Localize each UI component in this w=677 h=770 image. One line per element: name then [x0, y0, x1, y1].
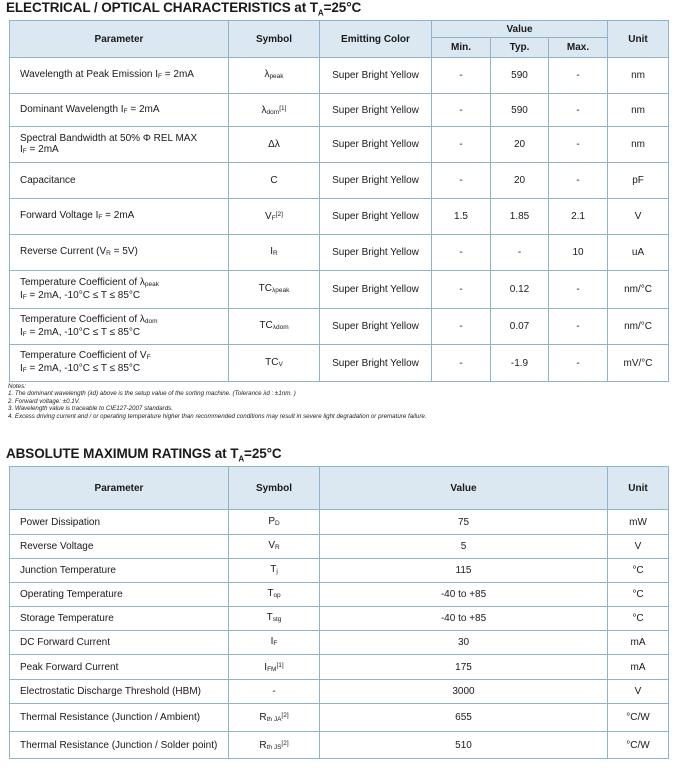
- unit-cell: nm/°C: [608, 309, 669, 345]
- unit-cell: V: [608, 535, 669, 559]
- symbol-cell: [229, 607, 320, 631]
- parameter-text: I: [20, 363, 23, 374]
- unit-cell: °C: [608, 607, 669, 631]
- typ-cell: 1.85: [491, 199, 549, 235]
- symbol: C: [270, 175, 278, 186]
- section2-title: ABSOLUTE MAXIMUM RATINGS at $T_A=25^\circ C$: [6, 446, 282, 464]
- header-typ: Typ.: [491, 38, 549, 58]
- max-cell: -: [549, 58, 608, 94]
- max-cell: -: [549, 127, 608, 163]
- emitting-color-cell: Super Bright Yellow: [320, 309, 432, 345]
- parameter-cell: [10, 127, 229, 163]
- parameter-cell: [10, 309, 229, 345]
- symbol-cell: [229, 510, 320, 535]
- parameter-line-2: [20, 144, 224, 157]
- typ-cell: 590: [491, 94, 549, 127]
- table-row: [10, 199, 669, 235]
- parameter-text: I: [20, 143, 23, 155]
- parameter-text-end: = 2mA: [26, 143, 59, 155]
- parameter-line: [20, 133, 224, 144]
- unit-cell: uA: [608, 235, 669, 271]
- symbol-cell: [229, 680, 320, 704]
- parameter-text: I: [20, 289, 23, 301]
- value-cell: -40 to +85: [320, 583, 608, 607]
- min-cell: -: [432, 163, 491, 199]
- min-cell: -: [432, 309, 491, 345]
- symbol-cell: [229, 631, 320, 655]
- value-cell: 510: [320, 732, 608, 759]
- parameter-subscript: F: [98, 214, 103, 221]
- parameter-cell: Reverse Voltage: [10, 535, 229, 559]
- symbol: V: [265, 211, 272, 222]
- header-symbol: Symbol: [229, 467, 320, 510]
- typ-cell: 20: [491, 163, 549, 199]
- header-unit: Unit: [608, 467, 669, 510]
- parameter-text: Spectral Bandwidth at 50% Φ REL MAX: [20, 132, 198, 144]
- parameter-subscript: F: [22, 147, 27, 155]
- parameter-text: Wavelength at Peak Emission I: [20, 69, 159, 80]
- parameter-line: [20, 277, 224, 290]
- unit-cell: nm: [608, 94, 669, 127]
- symbol-subscript: th JA: [266, 716, 282, 723]
- note-line: 1. The dominant wavelength (λd) above is the setup value of the sorting machine. (Tolerance λd : ±1nm. ): [8, 390, 296, 398]
- symbol-subscript: FM: [267, 665, 277, 673]
- symbol-cell: [229, 235, 320, 271]
- unit-cell: V: [608, 199, 669, 235]
- table-row: [10, 559, 669, 583]
- symbol-subscript: λpeak: [271, 287, 290, 294]
- notes: [8, 383, 427, 420]
- symbol-subscript: dom: [266, 108, 280, 116]
- symbol-subscript: stg: [272, 616, 282, 623]
- symbol: R: [259, 739, 267, 751]
- min-cell: -: [432, 127, 491, 163]
- symbol: T: [270, 564, 277, 575]
- symbol-note: [2]: [281, 739, 289, 747]
- parameter-subscript: dom: [144, 317, 158, 325]
- min-cell: -: [432, 271, 491, 309]
- emitting-color-cell: Super Bright Yellow: [320, 163, 432, 199]
- parameter-subscript: F: [22, 293, 27, 301]
- emitting-color-cell: Super Bright Yellow: [320, 127, 432, 163]
- typ-cell: 590: [491, 58, 549, 94]
- table-row: [10, 607, 669, 631]
- table-row: [10, 732, 669, 759]
- symbol-cell: [229, 58, 320, 94]
- symbol-cell: [229, 127, 320, 163]
- parameter-text: Reverse Current (V: [20, 246, 107, 257]
- parameter-subscript: F: [158, 73, 163, 80]
- table-row: [10, 163, 669, 199]
- symbol-cell: [229, 163, 320, 199]
- min-cell: 1.5: [432, 199, 491, 235]
- parameter-cell: [10, 94, 229, 127]
- table-row: [10, 127, 669, 163]
- parameter-text: Temperature Coefficient of λ: [20, 313, 145, 325]
- value-cell: 175: [320, 655, 608, 680]
- unit-cell: mW: [608, 510, 669, 535]
- symbol-subscript: op: [273, 592, 281, 599]
- absolute-max-ratings-table: [9, 466, 669, 759]
- max-cell: -: [549, 309, 608, 345]
- symbol: I: [264, 661, 268, 673]
- symbol-cell: [229, 94, 320, 127]
- symbol-subscript: R: [274, 544, 280, 551]
- unit-cell: pF: [608, 163, 669, 199]
- header-parameter: Parameter: [10, 467, 229, 510]
- unit-cell: °C: [608, 559, 669, 583]
- parameter-text: Temperature Coefficient of λ: [20, 276, 145, 288]
- parameter-line: [20, 175, 224, 186]
- unit-cell: mV/°C: [608, 345, 669, 382]
- symbol: T: [266, 612, 273, 623]
- symbol: λ: [264, 69, 270, 80]
- table-row: [10, 535, 669, 559]
- symbol-cell: [229, 583, 320, 607]
- symbol-note: [2]: [281, 712, 289, 719]
- parameter-cell: [10, 271, 229, 309]
- parameter-line: [20, 350, 224, 363]
- parameter-text-end: = 2mA: [162, 69, 194, 80]
- parameter-cell: Peak Forward Current: [10, 655, 229, 680]
- symbol-subscript: V: [278, 360, 283, 368]
- table-row: [10, 704, 669, 732]
- symbol: V: [268, 540, 275, 551]
- parameter-text-end: = 5V): [110, 246, 138, 257]
- unit-cell: V: [608, 680, 669, 704]
- symbol-note: [2]: [275, 211, 283, 218]
- parameter-subscript: F: [22, 330, 27, 338]
- parameter-cell: [10, 58, 229, 94]
- value-cell: 655: [320, 704, 608, 732]
- table-row: [10, 235, 669, 271]
- symbol-subscript: R: [273, 250, 278, 257]
- symbol: -: [272, 686, 276, 697]
- table-row: [10, 655, 669, 680]
- parameter-subscript: peak: [144, 280, 159, 288]
- parameter-subscript: F: [123, 107, 128, 115]
- table-row: [10, 309, 669, 345]
- value-cell: 3000: [320, 680, 608, 704]
- header-parameter: Parameter: [10, 21, 229, 58]
- typ-cell: -1.9: [491, 345, 549, 382]
- value-cell: 115: [320, 559, 608, 583]
- symbol: TC: [265, 356, 279, 368]
- min-cell: -: [432, 235, 491, 271]
- symbol: I: [270, 246, 274, 257]
- table-row: [10, 680, 669, 704]
- symbol-cell: [229, 345, 320, 382]
- symbol-subscript: th JS: [266, 743, 282, 751]
- note-line: 4. Excess driving current and / or operating temperature higher than recommended conditions may result in severe light degradation or premature failure.: [8, 412, 427, 420]
- value-cell: 75: [320, 510, 608, 535]
- parameter-line: [20, 69, 224, 82]
- unit-cell: mA: [608, 655, 669, 680]
- symbol-subscript: D: [274, 519, 280, 527]
- header-unit: Unit: [608, 21, 669, 58]
- table-row: [10, 345, 669, 382]
- symbol-cell: [229, 199, 320, 235]
- parameter-line: [20, 314, 224, 327]
- symbol-cell: [229, 535, 320, 559]
- header-value: Value: [432, 21, 608, 38]
- unit-cell: °C: [608, 583, 669, 607]
- parameter-text-end: = 2mA, -10°C ≤ T ≤ 85°C: [26, 326, 141, 338]
- typ-cell: 20: [491, 127, 549, 163]
- header-emitting-color: Emitting Color: [320, 21, 432, 58]
- max-cell: 10: [549, 235, 608, 271]
- symbol-cell: [229, 732, 320, 759]
- header-value: Value: [320, 467, 608, 510]
- parameter-cell: [10, 163, 229, 199]
- header-min: Min.: [432, 38, 491, 58]
- symbol: TC: [259, 320, 273, 331]
- emitting-color-cell: Super Bright Yellow: [320, 235, 432, 271]
- table-row: [10, 271, 669, 309]
- note-line: 3. Wavelength value is traceable to CIE127-2007 standards.: [8, 405, 173, 413]
- parameter-line-2: [20, 363, 224, 376]
- parameter-cell: Power Dissipation: [10, 510, 229, 535]
- symbol-subscript: F: [273, 640, 278, 647]
- symbol: P: [268, 515, 275, 527]
- symbol: R: [259, 712, 267, 723]
- parameter-cell: DC Forward Current: [10, 631, 229, 655]
- value-cell: 5: [320, 535, 608, 559]
- parameter-line: [20, 210, 224, 223]
- emitting-color-cell: Super Bright Yellow: [320, 94, 432, 127]
- parameter-cell: [10, 345, 229, 382]
- typ-cell: -: [491, 235, 549, 271]
- parameter-cell: Electrostatic Discharge Threshold (HBM): [10, 680, 229, 704]
- parameter-text: Temperature Coefficient of V: [20, 350, 147, 361]
- parameter-line-2: [20, 327, 224, 340]
- max-cell: 2.1: [549, 199, 608, 235]
- section1-title: ELECTRICAL / OPTICAL CHARACTERISTICS at $T_A=25^\circ C$: [6, 0, 362, 18]
- parameter-line: [20, 246, 224, 259]
- emitting-color-cell: Super Bright Yellow: [320, 345, 432, 382]
- parameter-cell: [10, 199, 229, 235]
- parameter-text-end: = 2mA: [127, 103, 160, 115]
- parameter-line: [20, 104, 224, 117]
- parameter-subscript: F: [146, 354, 151, 361]
- value-cell: -40 to +85: [320, 607, 608, 631]
- parameter-text: Capacitance: [20, 175, 76, 186]
- parameter-text: I: [20, 326, 23, 338]
- symbol: Δλ: [268, 139, 280, 150]
- min-cell: -: [432, 58, 491, 94]
- symbol-subscript: j: [276, 568, 278, 575]
- note-line: 2. Forward voltage: ±0.1V.: [8, 397, 81, 405]
- parameter-cell: Operating Temperature: [10, 583, 229, 607]
- header-symbol: Symbol: [229, 21, 320, 58]
- symbol-cell: [229, 655, 320, 680]
- parameter-cell: Thermal Resistance (Junction / Solder point): [10, 732, 229, 759]
- max-cell: -: [549, 163, 608, 199]
- min-cell: -: [432, 94, 491, 127]
- symbol: T: [267, 588, 274, 599]
- parameter-text-end: = 2mA: [102, 210, 135, 221]
- unit-cell: °C/W: [608, 732, 669, 759]
- max-cell: -: [549, 271, 608, 309]
- table-row: [10, 583, 669, 607]
- symbol: λ: [261, 104, 267, 116]
- symbol-note: [1]: [279, 104, 287, 112]
- unit-cell: °C/W: [608, 704, 669, 732]
- typ-cell: 0.12: [491, 271, 549, 309]
- parameter-line-2: [20, 290, 224, 303]
- symbol-note: [1]: [276, 661, 284, 669]
- note-line: Notes:: [8, 383, 26, 390]
- symbol-subscript: peak: [269, 73, 284, 80]
- symbol-subscript: λdom: [272, 324, 289, 331]
- value-cell: 30: [320, 631, 608, 655]
- table-row: [10, 94, 669, 127]
- parameter-text: Forward Voltage I: [20, 210, 99, 221]
- emitting-color-cell: Super Bright Yellow: [320, 58, 432, 94]
- parameter-subscript: R: [106, 250, 111, 257]
- electrical-optical-table: [9, 20, 669, 382]
- parameter-cell: Storage Temperature: [10, 607, 229, 631]
- header-max: Max.: [549, 38, 608, 58]
- table-row: [10, 631, 669, 655]
- parameter-text: Dominant Wavelength I: [20, 103, 124, 115]
- emitting-color-cell: Super Bright Yellow: [320, 199, 432, 235]
- unit-cell: nm: [608, 127, 669, 163]
- symbol-cell: [229, 559, 320, 583]
- max-cell: -: [549, 94, 608, 127]
- table-row: [10, 58, 669, 94]
- parameter-cell: Junction Temperature: [10, 559, 229, 583]
- unit-cell: nm: [608, 58, 669, 94]
- parameter-cell: Thermal Resistance (Junction / Ambient): [10, 704, 229, 732]
- symbol-cell: [229, 271, 320, 309]
- emitting-color-cell: Super Bright Yellow: [320, 271, 432, 309]
- typ-cell: 0.07: [491, 309, 549, 345]
- max-cell: -: [549, 345, 608, 382]
- symbol: I: [270, 636, 274, 647]
- symbol-subscript: F: [271, 215, 276, 222]
- symbol-cell: [229, 704, 320, 732]
- parameter-subscript: F: [22, 367, 27, 374]
- symbol: TC: [258, 283, 272, 294]
- symbol-cell: [229, 309, 320, 345]
- parameter-text-end: = 2mA, -10°C ≤ T ≤ 85°C: [26, 363, 141, 374]
- parameter-text-end: = 2mA, -10°C ≤ T ≤ 85°C: [26, 289, 141, 301]
- unit-cell: mA: [608, 631, 669, 655]
- unit-cell: nm/°C: [608, 271, 669, 309]
- parameter-cell: [10, 235, 229, 271]
- min-cell: -: [432, 345, 491, 382]
- table-row: [10, 510, 669, 535]
